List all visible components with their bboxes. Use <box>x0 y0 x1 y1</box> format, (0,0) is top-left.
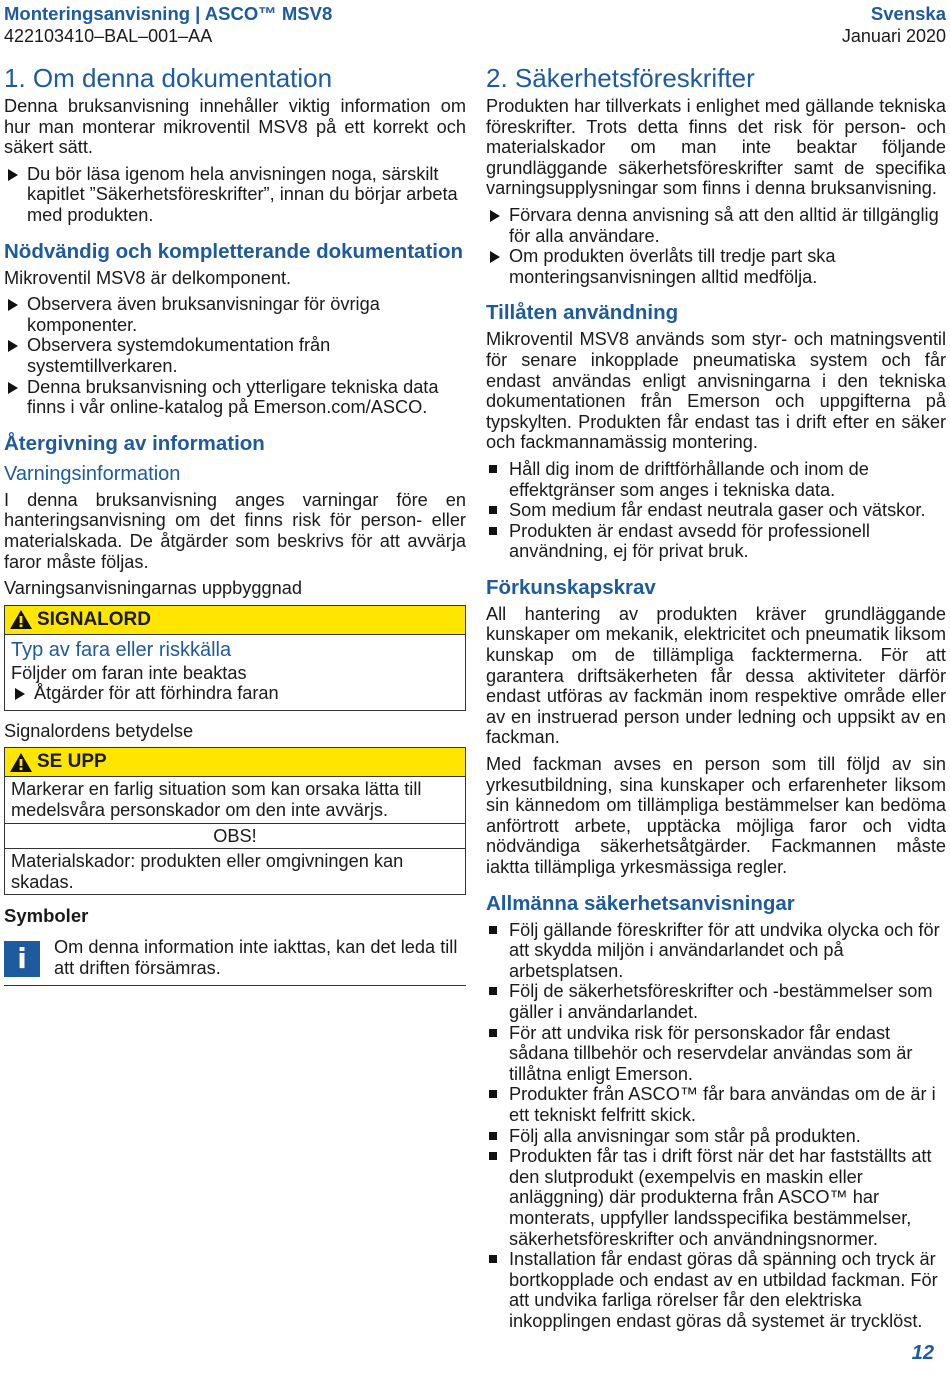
intro-paragraph: Denna bruksanvisning innehåller viktig information om hur man monterar mikroventil MSV8 på ett korrekt och säkert sätt. <box>4 96 466 158</box>
list-item: Produkten får tas i drift först när det har fastställts att den slutprodukt (exempelvis en maskin eller anläggning) där produkterna från ASCO™ har monterats, uppfyller landsspecifika bestämmelser, säkerhetsföreskrifter och användningsnormer. <box>486 1146 946 1249</box>
list-item: Som medium får endast neutrala gaser och vätskor. <box>486 500 946 521</box>
section-2-title: 2. Säkerhetsföreskrifter <box>486 63 755 93</box>
example-warning-box <box>4 605 466 711</box>
safety-intro-paragraph: Produkten har tillverkats i enlighet med gällande tekniska föreskrifter. Trots detta finns det risk för person- och materialskador om man inte beaktar följande grundläggande säkerhetsföreskrifter samt de specifika varningsupplysningar som finns i denna bruksanvisning. <box>486 96 946 199</box>
document-title: Monteringsanvisning | ASCO™ MSV8 <box>4 3 333 24</box>
safety-intro-bullets <box>486 205 946 287</box>
list-item: Följ de säkerhetsföreskrifter och -bestämmelser som gäller i användarlandet. <box>486 981 946 1022</box>
list-item: Följ gällande föreskrifter för att undvika olycka och för att skydda miljön i användarlandet och på arbetsplatsen. <box>486 920 946 982</box>
page-header-right <box>842 3 946 47</box>
use-paragraph: Mikroventil MSV8 används som styr- och matningsventil för senare inkopplade pneumatiska system och får endast användas enligt anvisningarna i den tekniska dokumentationen från Emerson och uppgifterna på typskylten. Produkten får endast tas i drift efter en säker och fackmannamässig montering. <box>486 329 946 453</box>
docs-bullets <box>4 294 466 418</box>
list-item: Produkten är endast avsedd för professionell användning, ej för privat bruk. <box>486 521 946 562</box>
list-item: För att undvika risk för personskador får endast sådana tillbehör och reservdelar användas som är tillåtna enligt Emerson. <box>486 1023 946 1085</box>
list-item: Om produkten överlåts till tredje part ska monteringsanvisningen alltid medfölja. <box>486 246 946 287</box>
measure-list <box>11 683 459 704</box>
example-box-body <box>5 635 465 710</box>
list-item: Håll dig inom de driftförhållande och inom de effektgränser som anges i tekniska data. <box>486 459 946 500</box>
caution-band <box>5 748 465 777</box>
list-item: Observera även bruksanvisningar för övriga komponenter. <box>4 294 466 335</box>
list-item: Observera systemdokumentation från systemtillverkaren. <box>4 335 466 376</box>
list-item: Du bör läsa igenom hela anvisningen noga, särskilt kapitlet ”Säkerhetsföreskrifter”, innan du börjar arbeta med produkten. <box>4 164 466 226</box>
signal-band <box>5 606 465 635</box>
meaning-label: Signalordens betydelse <box>4 720 194 741</box>
list-item: Installation får endast göras då spänning och tryck är bortkopplade och endast av en utbildad fackman. För att undvika farliga rörelser får den elektriska inkopplingen endast göras då systemet är trycklöst. <box>486 1249 946 1331</box>
page-header-left <box>4 3 332 47</box>
obs-label: OBS! <box>5 823 465 849</box>
intro-bullets <box>4 164 466 226</box>
caution-signal-word: SE UPP <box>37 751 107 773</box>
info-icon: i <box>4 941 40 977</box>
hazard-type: Typ av fara eller riskkälla <box>11 638 232 661</box>
prereq-paragraph-1: All hantering av produkten kräver grundläggande kunskaper om mekanik, elektricitet och pneumatik liksom kunskap om de tillämpliga facktermerna. För att garantera driftsäkerheten får dessa aktiviteter därför endast utföras av fackmän inom respektive område eller av en instruerad person under ledning och uppsikt av en fackman. <box>486 603 946 748</box>
document-number: 422103410–BAL–001–AA <box>4 26 213 46</box>
list-item: Produkter från ASCO™ får bara användas om de är i ett tekniskt felfritt skick. <box>486 1084 946 1125</box>
general-heading: Allmänna säkerhetsanvisningar <box>486 891 795 915</box>
prereq-paragraph-2: Med fackman avses en person som till följd av sin yrkesutbildning, sina kunskaper och erfarenheter liksom sin kännedom om tillämpliga bestämmelser kan bedöma anförtrott arbete, upptäcka möjliga faror och vidta nödvändiga säkerhetsåtgärder. Fackmannen måste iaktta tillämpliga yrkesmässiga regler. <box>486 754 946 877</box>
list-item: Förvara denna anvisning så att den alltid är tillgänglig för alla användare. <box>486 205 946 246</box>
warning-triangle-icon <box>9 609 33 630</box>
use-heading: Tillåten användning <box>486 301 679 325</box>
page-number: 12 <box>911 1342 934 1365</box>
symbols-heading: Symboler <box>4 905 89 927</box>
warn-info-paragraph: I denna bruksanvisning anges varningar före en hanteringsanvisning om det finns risk för person- eller materialskada. De åtgärder som beskrivs för att avvärja faror måste följas. <box>4 489 466 572</box>
hazard-consequence: Följder om faran inte beaktas <box>11 662 247 683</box>
caution-text: Markerar en farlig situation som kan orsaka lätta till medelsvåra personskador om den inte avvärjs. <box>11 779 422 821</box>
signal-word: SIGNALORD <box>37 608 151 630</box>
caution-box <box>4 747 466 895</box>
use-bullets <box>486 459 946 562</box>
general-bullets <box>486 920 946 1332</box>
prereq-heading: Förkunskapskrav <box>486 575 656 599</box>
left-column <box>4 62 466 986</box>
document-date: Januari 2020 <box>841 26 946 46</box>
list-item: Följ alla anvisningar som står på produkten. <box>486 1126 946 1147</box>
info-symbol-row <box>4 933 466 985</box>
list-item: Åtgärder för att förhindra faran <box>11 683 459 704</box>
language-label: Svenska <box>870 3 946 24</box>
docs-paragraph: Mikroventil MSV8 är delkomponent. <box>4 267 292 288</box>
list-item: Denna bruksanvisning och ytterligare tekniska data finns i vår online-katalog på Emerson.com/ASCO. <box>4 377 466 418</box>
right-column <box>486 62 946 1335</box>
section-1-title: 1. Om denna dokumentation <box>4 63 333 93</box>
info-text: Om denna information inte iakttas, kan det leda till att driften försämras. <box>54 937 458 979</box>
structure-label: Varningsanvisningarnas uppbyggnad <box>4 578 302 599</box>
repro-heading: Återgivning av information <box>4 431 265 455</box>
warn-info-heading: Varningsinformation <box>4 462 181 485</box>
warning-triangle-icon <box>9 752 33 773</box>
docs-heading: Nödvändig och kompletterande dokumentation <box>4 239 464 263</box>
obs-text: Materialskador: produkten eller omgivningen kan skadas. <box>5 848 465 894</box>
